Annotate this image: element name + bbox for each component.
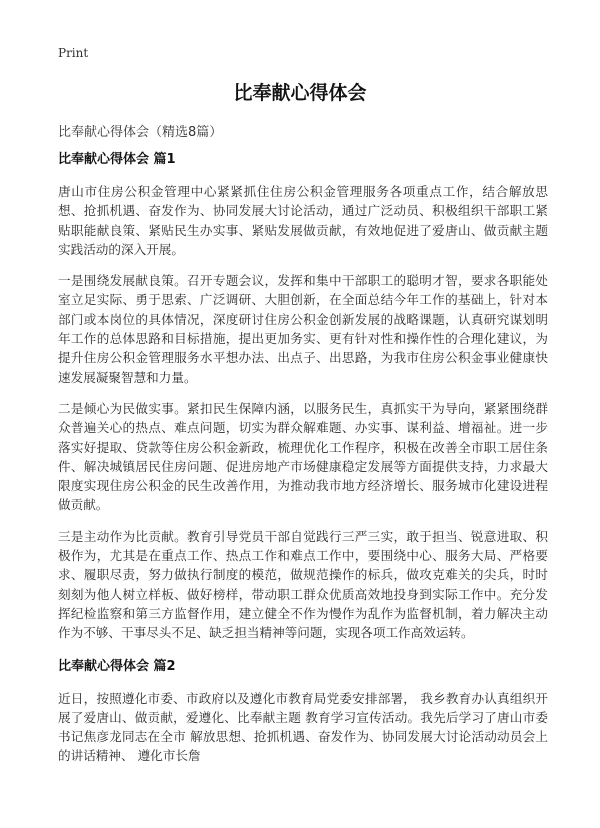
- section-heading: 比奉献心得体会 篇1: [58, 152, 176, 167]
- paragraph: 二是倾心为民做实事。紧扣民生保障内涵，以服务民生，真抓实干为导向，紧紧围绕群众普遍关心的热点、难点问题，切实为群众解难题、办实事、谋利益、增福祉。进一步落实好提取、贷款等住房公积金新政，梳理优化工作程序，积极在改善全市职工居住条件、解决城镇居民住房问题、促进房地产市场健康稳定发展等方面提供支持，力求最大限度实现住房公积金的民生改善作用，为推动我市地方经济增长、服务城市化建设进程做贡献。: [58, 400, 548, 513]
- paragraph: 近日，按照遵化市委、市政府以及遵化市教育局党委安排部署， 我乡教育办认真组织开展了爱唐山、做贡献，爱遵化、比奉献主题 教育学习宣传活动。我先后学习了唐山市委书记焦彦龙同志在全市 解放思想、抢抓机遇、奋发作为、协同发展大讨论活动动员会上 的讲话精神、 遵化市长詹: [58, 690, 548, 764]
- article-body: [58, 150, 548, 778]
- section-heading: 比奉献心得体会 篇2: [58, 658, 176, 674]
- section-1: [58, 150, 548, 643]
- section-2: [58, 657, 548, 766]
- page-title: 比奉献心得体会: [233, 82, 367, 104]
- print-link[interactable]: Print: [58, 46, 89, 60]
- paragraph: 唐山市住房公积金管理中心紧紧抓住住房公积金管理服务各项重点工作，结合解放思想、抢抓机遇、奋发作为、协同发展大讨论活动，通过广泛动员、积极组织干部职工紧贴职能献良策、紧贴民生办实事、紧贴发展做贡献，有效地促进了爱唐山、做贡献主题实践活动的深入开展。: [58, 184, 548, 257]
- paragraph: 一是围绕发展献良策。召开专题会议，发挥和集中干部职工的聪明才智，要求各职能处室立足实际、勇于思索、广泛调研、大胆创新，在全面总结今年工作的基础上，针对本部门或本岗位的具体情况，深度研讨住房公积金创新发展的战略课题，认真研究谋划明年工作的总体思路和目标措施，提出更加务实、更有针对性和操作性的合理化建议，为提升住房公积金管理服务水平想办法、出点子、出思路，为我市住房公积金事业健康快速发展凝聚智慧和力量。: [58, 273, 548, 385]
- article-subtitle: 比奉献心得体会（精选8篇）: [58, 125, 223, 140]
- paragraph: 三是主动作为比贡献。教育引导党员干部自觉践行三严三实，敢于担当、锐意进取、积极作为，尤其是在重点工作、热点工作和难点工作中，要围绕中心、服务大局、严格要求、履职尽责，努力做执行制度的模范，做规范操作的标兵，做攻克难关的尖兵，时时刻刻为他人树立样板、做好榜样，带动职工群众优质高效地投身到实际工作中。充分发挥纪检监察和第三方监督作用，建立健全不作为慢作为乱作为监督机制，着力解决主动作为不够、干事尽头不足、缺乏担当精神等问题，实现各项工作高效运转。: [58, 528, 548, 641]
